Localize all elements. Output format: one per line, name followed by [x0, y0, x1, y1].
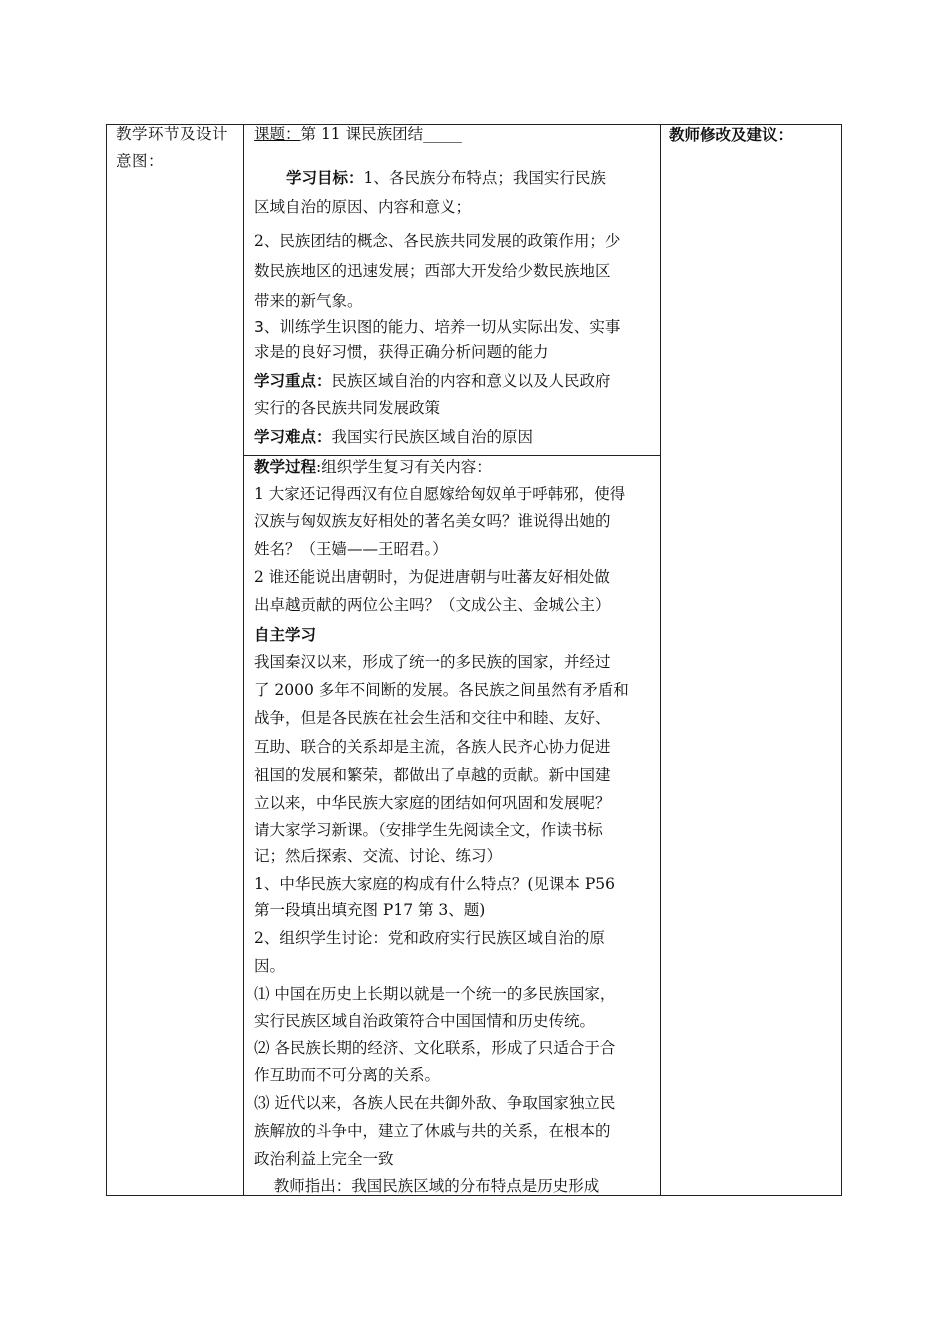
goals-line-5: 带来的新气象。 [254, 292, 363, 310]
process-heading [254, 453, 492, 481]
body-line: 1、中华民族大家庭的构成有什么特点？(见课本 P56 [254, 875, 615, 893]
lesson-title-prefix: 课题： [254, 125, 301, 143]
table-divider-2 [660, 124, 661, 1196]
body-line: 互助、联合的关系却是主流，各族人民齐心协力促进 [254, 738, 611, 756]
difficulty-text: 我国实行民族区域自治的原因 [331, 428, 534, 446]
left-column-label: 教学环节及设计意图： [116, 125, 229, 171]
body-line: 我国秦汉以来，形成了统一的多民族的国家，并经过 [254, 653, 611, 671]
goals-line-3: 2、民族团结的概念、各民族共同发展的政策作用；少 [254, 232, 621, 250]
process-line: 汉族与匈奴族友好相处的著名美女吗？谁说得出她的 [254, 512, 611, 530]
process-intro: :组织学生复习有关内容： [316, 458, 492, 476]
key-point-line-2: 实行的各民族共同发展政策 [254, 399, 441, 417]
self-study-heading: 自主学习 [254, 625, 317, 644]
body-line: 了 2000 多年不间断的发展。各民族之间虽然有矛盾和 [254, 681, 629, 699]
body-line: 实行民族区域自治政策符合中国国情和历史传统。 [254, 1012, 596, 1030]
process-line: 2 谁还能说出唐朝时，为促进唐朝与吐蕃友好相处做 [254, 568, 610, 586]
body-line: ⑴ 中国在历史上长期以就是一个统一的多民族国家， [254, 985, 616, 1003]
table-border-right [841, 124, 842, 1196]
body-line: 政治利益上完全一致 [254, 1150, 394, 1168]
goals-text-1: 1、各民族分布特点；我国实行民族 [363, 169, 606, 187]
goals-line-6: 3、训练学生识图的能力、培养一切从实际出发、实事 [254, 318, 621, 336]
body-line: 教师指出：我国民族区域的分布特点是历史形成 [254, 1177, 600, 1195]
body-line: 立以来，中华民族大家庭的团结如何巩固和发展呢？ [254, 794, 611, 812]
body-line: 祖国的发展和繁荣，都做出了卓越的贡献。新中国建 [254, 766, 611, 784]
right-column-label: 教师修改及建议： [669, 125, 794, 144]
difficulty-label: 学习难点： [254, 427, 332, 446]
body-line: 请大家学习新课。（安排学生先阅读全文，作读书标 [254, 821, 603, 839]
body-line: 第一段填出填充图 P17 第 3、题) [254, 901, 486, 919]
body-line: 作互助而不可分离的关系。 [254, 1066, 441, 1084]
process-line: 出卓越贡献的两位公主吗？（文成公主、金城公主） [254, 596, 611, 614]
key-point-text-1: 民族区域自治的内容和意义以及人民政府 [331, 372, 611, 390]
key-point-label: 学习重点： [254, 371, 332, 390]
body-line: 2、组织学生讨论：党和政府实行民族区域自治的原 [254, 929, 605, 947]
body-line: 战争，但是各民族在社会生活和交往中和睦、友好、 [254, 709, 611, 727]
goals-line-2: 区域自治的原因、内容和意义； [254, 198, 472, 216]
process-line: 姓名？（王嫱——王昭君。） [254, 540, 448, 558]
goals-line-7: 求是的良好习惯，获得正确分析问题的能力 [254, 343, 549, 361]
body-line: 因。 [254, 957, 286, 975]
process-line: 1 大家还记得西汉有位自愿嫁给匈奴单于呼韩邪，使得 [254, 485, 626, 503]
goals-label: 学习目标： [286, 168, 364, 187]
goals-line-1 [286, 164, 606, 192]
goals-line-4: 数民族地区的迅速发展；西部大开发给少数民族地区 [254, 262, 611, 280]
body-line: ⑶ 近代以来，各族人民在共御外敌、争取国家独立民 [254, 1094, 616, 1112]
lesson-title-line [254, 121, 462, 148]
table-border-left [106, 124, 107, 1196]
key-point-line-1 [254, 367, 611, 395]
body-line: 族解放的斗争中，建立了休戚与共的关系，在根本的 [254, 1122, 611, 1140]
difficulty-line [254, 423, 533, 451]
body-line: ⑵ 各民族长期的经济、文化联系，形成了只适合于合 [254, 1039, 616, 1057]
lesson-title: 第 11 课民族团结_____ [300, 125, 462, 143]
body-line: 记；然后探索、交流、讨论、练习） [254, 847, 503, 865]
table-divider-1 [243, 124, 244, 1196]
process-label: 教学过程 [254, 457, 317, 476]
